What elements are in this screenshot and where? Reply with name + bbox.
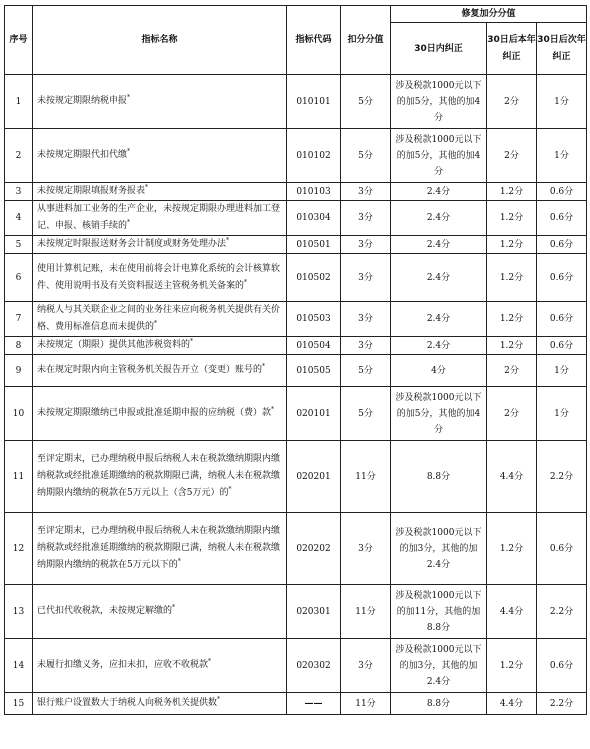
cell-name — [33, 639, 287, 693]
footnote-mark: * — [228, 486, 232, 493]
cell-seq: 5 — [5, 236, 33, 254]
cell-deduct: 3分 — [341, 337, 391, 355]
table-row — [5, 585, 587, 639]
cell-within-30-days: 2.4分 — [391, 183, 487, 201]
cell-name — [33, 75, 287, 129]
cell-name — [33, 129, 287, 183]
cell-name — [33, 441, 287, 513]
cell-seq: 12 — [5, 513, 33, 585]
cell-seq: 15 — [5, 693, 33, 715]
indicator-name: 至评定期末，已办理纳税申报后纳税人未在税款缴纳期限内缴纳税款或经批准延期缴纳的税款期限已满，纳税人未在税款缴纳期限内缴纳的税款在5万元以上（含5万元）的 — [37, 454, 281, 498]
cell-within-30-days: 2.4分 — [391, 236, 487, 254]
header-deduct: 扣分分值 — [341, 6, 391, 75]
cell-after-30-next-year: 0.6分 — [537, 201, 587, 236]
table-row — [5, 355, 587, 387]
table-row — [5, 254, 587, 302]
cell-deduct: 3分 — [341, 254, 391, 302]
cell-deduct: 3分 — [341, 236, 391, 254]
cell-after-30-same-year: 1.2分 — [487, 302, 537, 337]
cell-after-30-same-year: 2分 — [487, 129, 537, 183]
table-row — [5, 639, 587, 693]
indicator-name: 未按规定（期限）提供其他涉税资料的 — [37, 340, 191, 350]
cell-within-30-days: 2.4分 — [391, 337, 487, 355]
table-row — [5, 693, 587, 715]
cell-code: 020302 — [287, 639, 341, 693]
cell-after-30-same-year: 1.2分 — [487, 254, 537, 302]
cell-after-30-next-year: 2.2分 — [537, 441, 587, 513]
table-row — [5, 75, 587, 129]
cell-code: 010505 — [287, 355, 341, 387]
cell-after-30-same-year: 2分 — [487, 355, 537, 387]
footnote-mark: * — [127, 219, 131, 226]
cell-seq: 11 — [5, 441, 33, 513]
indicator-name: 未按规定期限缴纳已申报或批准延期申报的应纳税（费）款 — [37, 408, 272, 418]
cell-name — [33, 337, 287, 355]
cell-within-30-days: 涉及税款1000元以下的加3分，其他的加2.4分 — [391, 639, 487, 693]
cell-after-30-same-year: 1.2分 — [487, 236, 537, 254]
footnote-mark: * — [271, 406, 275, 413]
cell-seq: 13 — [5, 585, 33, 639]
cell-code: 010501 — [287, 236, 341, 254]
indicator-name: 银行账户设置数大于纳税人向税务机关提供数 — [37, 698, 218, 708]
cell-name — [33, 302, 287, 337]
cell-seq: 8 — [5, 337, 33, 355]
cell-seq: 3 — [5, 183, 33, 201]
cell-deduct: 3分 — [341, 639, 391, 693]
cell-name — [33, 254, 287, 302]
indicator-name: 纳税人与其关联企业之间的业务往来应向税务机关提供有关价格、费用标准信息而未提供的 — [37, 305, 281, 332]
cell-name — [33, 387, 287, 441]
cell-code: 010103 — [287, 183, 341, 201]
cell-after-30-next-year: 2.2分 — [537, 585, 587, 639]
cell-deduct: 11分 — [341, 585, 391, 639]
table-row — [5, 236, 587, 254]
cell-name — [33, 355, 287, 387]
cell-after-30-next-year: 1分 — [537, 129, 587, 183]
cell-after-30-next-year: 1分 — [537, 75, 587, 129]
table-row — [5, 129, 587, 183]
footnote-mark: * — [190, 338, 194, 345]
cell-seq: 6 — [5, 254, 33, 302]
cell-deduct: 5分 — [341, 387, 391, 441]
cell-within-30-days: 涉及税款1000元以下的加5分，其他的加4分 — [391, 129, 487, 183]
indicator-name: 已代扣代收税款，未按规定解缴的 — [37, 606, 173, 616]
footnote-mark: * — [217, 696, 221, 703]
table-row — [5, 441, 587, 513]
indicator-name: 未按规定期限纳税申报 — [37, 96, 128, 106]
cell-within-30-days: 涉及税款1000元以下的加11分，其他的加8.8分 — [391, 585, 487, 639]
footnote-mark: * — [262, 363, 266, 370]
header-restore: 修复加分分值 — [391, 6, 587, 23]
indicator-name: 未按规定时限报送财务会计制度或财务处理办法 — [37, 239, 227, 249]
cell-code: —— — [287, 693, 341, 715]
cell-after-30-same-year: 4.4分 — [487, 693, 537, 715]
cell-after-30-next-year: 1分 — [537, 387, 587, 441]
indicator-name: 未按规定期限填报财务报表 — [37, 186, 146, 196]
cell-after-30-same-year: 1.2分 — [487, 513, 537, 585]
header-after-30-next-year: 30日后次年纠正 — [537, 23, 587, 75]
cell-name — [33, 585, 287, 639]
table-row — [5, 183, 587, 201]
footnote-mark: * — [127, 94, 131, 101]
header-seq: 序号 — [5, 6, 33, 75]
indicator-name: 未在规定时限内向主管税务机关报告开立（变更）账号的 — [37, 365, 263, 375]
cell-name — [33, 183, 287, 201]
cell-seq: 1 — [5, 75, 33, 129]
cell-deduct: 5分 — [341, 355, 391, 387]
cell-code: 010503 — [287, 302, 341, 337]
cell-after-30-next-year: 1分 — [537, 355, 587, 387]
cell-within-30-days: 2.4分 — [391, 201, 487, 236]
cell-deduct: 11分 — [341, 693, 391, 715]
cell-seq: 10 — [5, 387, 33, 441]
footnote-mark: * — [127, 148, 131, 155]
cell-after-30-same-year: 2分 — [487, 387, 537, 441]
cell-within-30-days: 2.4分 — [391, 254, 487, 302]
cell-within-30-days: 涉及税款1000元以下的加3分，其他的加2.4分 — [391, 513, 487, 585]
footnote-mark: * — [208, 658, 212, 665]
table-row — [5, 387, 587, 441]
indicator-name: 未按规定期限代扣代缴 — [37, 150, 128, 160]
cell-code: 020201 — [287, 441, 341, 513]
indicator-name: 从事进料加工业务的生产企业，未按规定期限办理进料加工登记、申报、核销手续的 — [37, 204, 281, 231]
footnote-mark: * — [145, 184, 149, 191]
cell-after-30-next-year: 0.6分 — [537, 183, 587, 201]
cell-deduct: 3分 — [341, 302, 391, 337]
cell-deduct: 5分 — [341, 75, 391, 129]
cell-deduct: 3分 — [341, 183, 391, 201]
cell-after-30-same-year: 1.2分 — [487, 337, 537, 355]
table-body — [5, 75, 587, 715]
table-row — [5, 337, 587, 355]
footnote-mark: * — [226, 237, 230, 244]
cell-seq: 4 — [5, 201, 33, 236]
footnote-mark: * — [154, 320, 158, 327]
header-code: 指标代码 — [287, 6, 341, 75]
cell-code: 020202 — [287, 513, 341, 585]
cell-name — [33, 236, 287, 254]
cell-within-30-days: 涉及税款1000元以下的加5分，其他的加4分 — [391, 387, 487, 441]
cell-after-30-next-year: 0.6分 — [537, 513, 587, 585]
cell-seq: 14 — [5, 639, 33, 693]
cell-after-30-next-year: 0.6分 — [537, 236, 587, 254]
cell-within-30-days: 2.4分 — [391, 302, 487, 337]
cell-code: 010502 — [287, 254, 341, 302]
cell-within-30-days: 涉及税款1000元以下的加5分，其他的加4分 — [391, 75, 487, 129]
footnote-mark: * — [244, 278, 248, 286]
cell-after-30-same-year: 1.2分 — [487, 201, 537, 236]
cell-deduct: 5分 — [341, 129, 391, 183]
cell-deduct: 3分 — [341, 201, 391, 236]
cell-after-30-same-year: 4.4分 — [487, 585, 537, 639]
table-row — [5, 201, 587, 236]
indicator-name: 使用计算机记账，未在使用前将会计电算化系统的会计核算软件、使用说明书及有关资料报送主管税务机关备案的 — [37, 263, 281, 291]
cell-name — [33, 693, 287, 715]
cell-after-30-same-year: 1.2分 — [487, 183, 537, 201]
cell-after-30-same-year: 1.2分 — [487, 639, 537, 693]
cell-after-30-next-year: 0.6分 — [537, 254, 587, 302]
footnote-mark: * — [177, 558, 181, 565]
cell-code: 010102 — [287, 129, 341, 183]
cell-within-30-days: 4分 — [391, 355, 487, 387]
cell-after-30-same-year: 2分 — [487, 75, 537, 129]
cell-seq: 7 — [5, 302, 33, 337]
credit-indicator-table — [4, 5, 587, 715]
cell-after-30-next-year: 2.2分 — [537, 693, 587, 715]
table-row — [5, 513, 587, 585]
cell-code: 010304 — [287, 201, 341, 236]
header-after-30-same-year: 30日后本年纠正 — [487, 23, 537, 75]
footnote-mark: * — [172, 604, 176, 611]
cell-after-30-next-year: 0.6分 — [537, 302, 587, 337]
header-within-30-days: 30日内纠正 — [391, 23, 487, 75]
cell-code: 010101 — [287, 75, 341, 129]
table-row — [5, 302, 587, 337]
indicator-name: 未履行扣缴义务，应扣未扣，应收不收税款 — [37, 660, 209, 670]
cell-within-30-days: 8.8分 — [391, 693, 487, 715]
cell-name — [33, 201, 287, 236]
cell-code: 020301 — [287, 585, 341, 639]
cell-after-30-next-year: 0.6分 — [537, 337, 587, 355]
cell-code: 020101 — [287, 387, 341, 441]
cell-seq: 9 — [5, 355, 33, 387]
header-name: 指标名称 — [33, 6, 287, 75]
cell-code: 010504 — [287, 337, 341, 355]
cell-after-30-same-year: 4.4分 — [487, 441, 537, 513]
cell-seq: 2 — [5, 129, 33, 183]
indicator-name: 至评定期末，已办理纳税申报后纳税人未在税款缴纳期限内缴纳税款或经批准延期缴纳的税款期限已满，纳税人未在税款缴纳期限内缴纳的税款在5万元以下的 — [37, 526, 281, 570]
cell-within-30-days: 8.8分 — [391, 441, 487, 513]
cell-deduct: 11分 — [341, 441, 391, 513]
cell-after-30-next-year: 0.6分 — [537, 639, 587, 693]
cell-name — [33, 513, 287, 585]
cell-deduct: 3分 — [341, 513, 391, 585]
